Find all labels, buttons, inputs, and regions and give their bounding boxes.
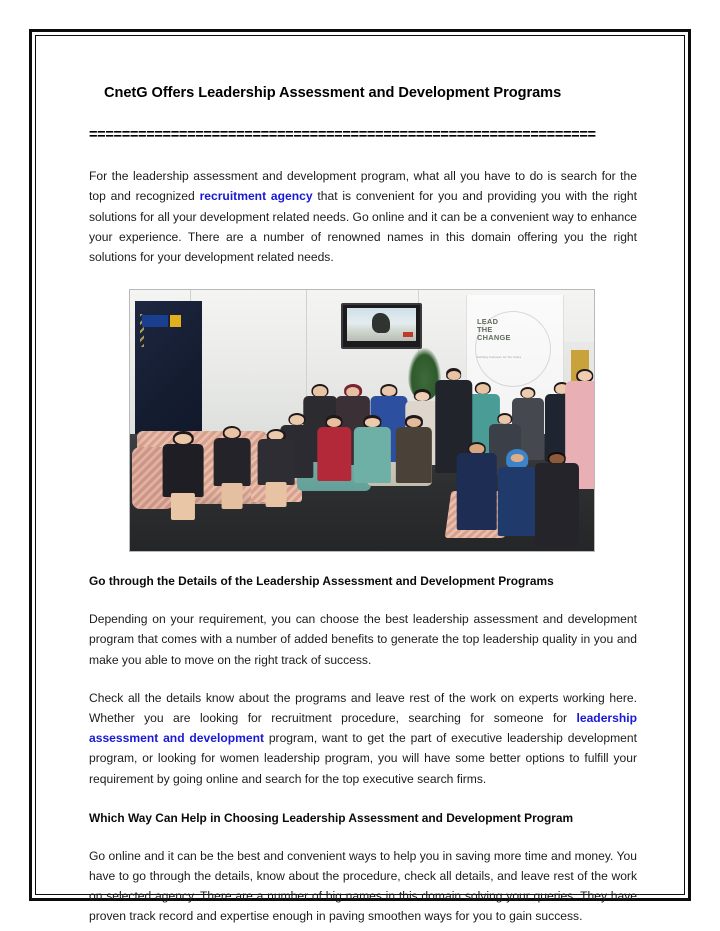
person-mid-3 xyxy=(353,415,392,483)
banner-line-1: LEAD xyxy=(476,316,499,326)
group-photo-scene xyxy=(130,290,594,551)
person-front-2 xyxy=(211,426,253,510)
paragraph-check-text-after: program, want to get the part of executive leadership development program, or looking for women leadership program, you will have some better options to fulfill your requirement by going online and search for the top executive search firms. xyxy=(89,731,637,786)
person-mid-4 xyxy=(394,415,433,483)
paragraph-depending: Depending on your requirement, you can choose the best leadership assessment and development program that comes with a number of added benefits to generate the top leadership quality in you and make you able to move on the right track of success. xyxy=(89,612,637,667)
link-recruitment-agency[interactable]: recruitment agency xyxy=(199,189,313,204)
person-front-1 xyxy=(160,431,206,520)
document-content xyxy=(89,84,637,927)
paragraph-check-details xyxy=(89,688,637,789)
link-leadership-assessment-and-development[interactable]: leadership assessment and development xyxy=(89,710,637,746)
heading-details: Go through the Details of the Leadership Assessment and Development Programs xyxy=(89,574,554,589)
paragraph-check-text-before: Check all the details know about the programs and leave rest of the work on experts working here. Whether you are looking for recruitment procedure, searching for someone for xyxy=(89,690,637,725)
page-border-frame xyxy=(29,29,691,924)
wall-badge-cpa xyxy=(142,315,168,327)
wall-mounted-tv xyxy=(341,303,422,349)
banner-headline xyxy=(477,318,511,343)
person-mid-2 xyxy=(316,415,353,480)
page-title: CnetG Offers Leadership Assessment and Development Programs xyxy=(104,85,562,101)
person-front-6 xyxy=(534,452,580,546)
paragraph-intro-text-before: For the leadership assessment and development program, what all you have to do is search for the top and recognized xyxy=(89,169,637,204)
tv-image-subject xyxy=(372,313,390,333)
person-front-4 xyxy=(455,442,499,531)
tv-screen xyxy=(347,308,416,341)
paragraph-intro xyxy=(89,166,637,267)
tv-logo-tag xyxy=(403,332,413,337)
equals-divider: ============================================================== xyxy=(89,128,596,144)
paragraph-intro-text-after: that is convenient for you and providing you with the right solutions for all your development related needs. Go online and it can be a convenient way to enhance your experience. There are a number of renowned names in this domain offering you the right solutions for your development related needs. xyxy=(89,189,637,264)
person-front-3 xyxy=(255,429,297,507)
banner-line-2: THE xyxy=(476,325,493,335)
banner-line-3: CHANGE xyxy=(476,333,511,343)
banner-subtitle: building business for the future xyxy=(476,354,522,359)
group-photo xyxy=(129,289,595,552)
person-front-5-hijab xyxy=(497,449,539,535)
heading-which-way: Which Way Can Help in Choosing Leadership Assessment and Development Program xyxy=(89,810,574,825)
dark-partition xyxy=(135,301,202,450)
paragraph-go-online: Go online and it can be the best and convenient ways to help you in saving more time and money. You have to go through the details, know about the procedure, check all details, and leave rest of the work on selected agency. There are a number of big names in this domain solving your queries. They have proven track record and expertise enough in paving smoothen ways for you to gain success. xyxy=(89,848,637,924)
